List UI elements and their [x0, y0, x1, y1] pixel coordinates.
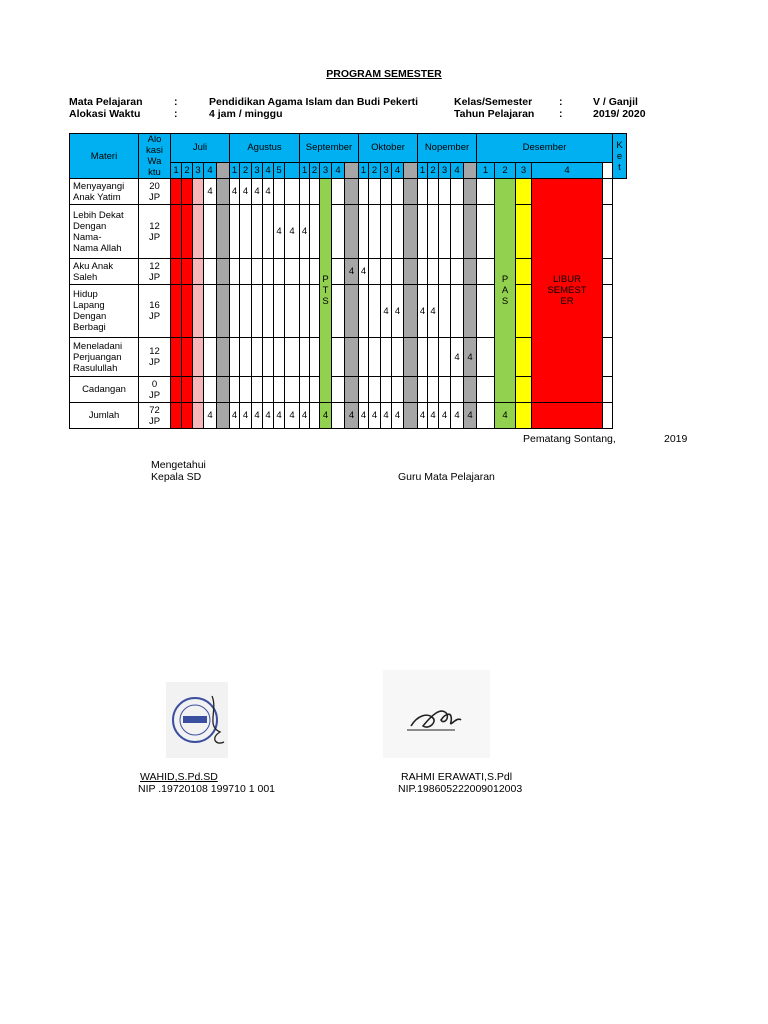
cell-week — [300, 285, 310, 338]
cell-week — [310, 259, 320, 285]
cell-week — [182, 338, 193, 377]
cell-alokasi: 16 JP — [139, 285, 171, 338]
cell-week — [204, 285, 217, 338]
cell-week — [359, 285, 369, 338]
cell-week: 4 — [464, 403, 477, 429]
cell-week: 4 — [381, 285, 392, 338]
cell-week — [204, 377, 217, 403]
cell-ket — [603, 285, 613, 338]
document-title: PROGRAM SEMESTER — [326, 68, 442, 80]
mapel-colon: : — [174, 96, 178, 108]
cell-week — [392, 179, 404, 205]
cell-week — [310, 338, 320, 377]
header-month-nopember: Nopember — [418, 134, 477, 163]
mengetahui-label: Mengetahui — [151, 459, 206, 471]
cell-week — [217, 259, 230, 285]
cell-week — [171, 205, 182, 259]
header-week: 5 — [274, 162, 285, 178]
cell-week — [252, 285, 263, 338]
cell-week: 4 — [359, 403, 369, 429]
school-stamp-icon — [166, 682, 228, 758]
cell-week — [516, 285, 532, 338]
cell-week — [439, 285, 451, 338]
cell-week — [451, 377, 464, 403]
cell-week — [451, 285, 464, 338]
cell-week — [428, 259, 439, 285]
cell-week: 4 — [204, 403, 217, 429]
cell-ket — [603, 377, 613, 403]
cell-week — [404, 285, 418, 338]
cell-materi: Cadangan — [70, 377, 139, 403]
cell-week — [252, 377, 263, 403]
cell-week: 4 — [230, 179, 240, 205]
table-row — [70, 403, 627, 429]
cell-week — [252, 338, 263, 377]
cell-week — [310, 403, 320, 429]
cell-week — [345, 377, 359, 403]
header-week: 4 — [204, 162, 217, 178]
cell-week — [345, 179, 359, 205]
cell-week — [516, 338, 532, 377]
cell-week — [193, 179, 204, 205]
cell-week — [369, 338, 381, 377]
cell-materi: Aku Anak Saleh — [70, 259, 139, 285]
cell-week — [274, 179, 285, 205]
cell-week — [182, 205, 193, 259]
header-month-juli: Juli — [171, 134, 230, 163]
cell-week — [477, 338, 495, 377]
cell-week — [345, 285, 359, 338]
cell-ket — [603, 205, 613, 259]
cell-week — [439, 338, 451, 377]
signature-icon — [383, 670, 490, 758]
cell-week — [300, 259, 310, 285]
cell-week — [240, 259, 252, 285]
cell-week — [332, 377, 345, 403]
header-week: 3 — [320, 162, 332, 178]
cell-week — [369, 259, 381, 285]
cell-week — [404, 403, 418, 429]
header-week: 1 — [230, 162, 240, 178]
nip-left: NIP .19720108 199710 1 001 — [138, 783, 276, 795]
header-week: 3 — [381, 162, 392, 178]
cell-week — [381, 259, 392, 285]
cell-week — [285, 377, 300, 403]
cell-week: 4 — [392, 403, 404, 429]
cell-week — [404, 179, 418, 205]
header-separator — [345, 162, 359, 178]
alokasi-colon: : — [174, 108, 178, 120]
cell-week: 4 — [392, 285, 404, 338]
cell-alokasi: 12 JP — [139, 259, 171, 285]
cell-week — [451, 179, 464, 205]
header-month-oktober: Oktober — [359, 134, 418, 163]
kelas-label: Kelas/Semester — [454, 96, 533, 108]
cell-week: 4 — [451, 403, 464, 429]
cell-week — [217, 403, 230, 429]
cell-week — [418, 377, 428, 403]
cell-week — [332, 205, 345, 259]
cell-week — [381, 377, 392, 403]
cell-week — [193, 259, 204, 285]
cell-week — [240, 205, 252, 259]
cell-ket — [603, 259, 613, 285]
cell-week — [193, 338, 204, 377]
cell-week: 4 — [428, 285, 439, 338]
header-month-agustus: Agustus — [230, 134, 300, 163]
cell-week — [418, 179, 428, 205]
cell-week — [428, 338, 439, 377]
name-left: WAHID,S.Pd.SD — [140, 771, 218, 783]
cell-week — [477, 179, 495, 205]
header-separator — [404, 162, 418, 178]
alokasi-value: 4 jam / minggu — [209, 108, 283, 120]
cell-week — [392, 259, 404, 285]
header-week: 1 — [418, 162, 428, 178]
header-week: 1 — [300, 162, 310, 178]
header-week: 1 — [359, 162, 369, 178]
cell-week — [404, 205, 418, 259]
cell-week — [477, 403, 495, 429]
cell-week: 4 — [240, 403, 252, 429]
cell-week — [516, 205, 532, 259]
cell-week — [369, 377, 381, 403]
cell-week — [182, 179, 193, 205]
pas-marker: P A S — [495, 179, 516, 403]
cell-week: 4 — [285, 403, 300, 429]
cell-week — [182, 285, 193, 338]
header-week: 3 — [516, 162, 532, 178]
cell-week — [516, 403, 532, 429]
cell-week: 4 — [320, 403, 332, 429]
cell-week — [418, 259, 428, 285]
cell-week — [477, 285, 495, 338]
cell-materi: Jumlah — [70, 403, 139, 429]
cell-week — [300, 377, 310, 403]
cell-week — [263, 205, 274, 259]
cell-week — [263, 338, 274, 377]
cell-week — [439, 259, 451, 285]
cell-week: 4 — [300, 205, 310, 259]
cell-week — [217, 179, 230, 205]
cell-week — [217, 285, 230, 338]
header-month-desember: Desember — [477, 134, 613, 163]
cell-week — [300, 179, 310, 205]
cell-week — [428, 179, 439, 205]
cell-week — [274, 338, 285, 377]
cell-alokasi: 20 JP — [139, 179, 171, 205]
header-week: 4 — [451, 162, 464, 178]
cell-week — [439, 377, 451, 403]
cell-week: 4 — [300, 403, 310, 429]
cell-alokasi: 72 JP — [139, 403, 171, 429]
cell-week — [418, 338, 428, 377]
cell-week — [464, 179, 477, 205]
kelas-value: V / Ganjil — [593, 96, 638, 108]
cell-week — [204, 205, 217, 259]
cell-week — [439, 205, 451, 259]
cell-week — [439, 179, 451, 205]
cell-week — [204, 259, 217, 285]
tahun-colon: : — [559, 108, 563, 120]
header-week: 4 — [263, 162, 274, 178]
cell-week — [516, 259, 532, 285]
cell-week — [240, 285, 252, 338]
cell-week — [369, 205, 381, 259]
cell-ket — [603, 338, 613, 377]
header-materi: Materi — [70, 134, 139, 179]
cell-week — [359, 377, 369, 403]
cell-week: 4 — [204, 179, 217, 205]
cell-week — [464, 377, 477, 403]
cell-week — [404, 338, 418, 377]
cell-week — [193, 285, 204, 338]
header-separator — [464, 162, 477, 178]
cell-week — [477, 377, 495, 403]
cell-week: 4 — [252, 179, 263, 205]
cell-week — [240, 377, 252, 403]
cell-week: 4 — [263, 179, 274, 205]
cell-week — [516, 377, 532, 403]
cell-week — [274, 285, 285, 338]
alokasi-label: Alokasi Waktu — [69, 108, 141, 120]
cell-week — [204, 338, 217, 377]
cell-week — [392, 338, 404, 377]
cell-week — [464, 259, 477, 285]
cell-week — [285, 285, 300, 338]
cell-week — [345, 338, 359, 377]
cell-week: 4 — [418, 285, 428, 338]
cell-week: 4 — [263, 403, 274, 429]
header-week: 3 — [193, 162, 204, 178]
header-week: 3 — [252, 162, 263, 178]
cell-week — [230, 259, 240, 285]
semester-program-table — [69, 133, 627, 429]
cell-week — [285, 259, 300, 285]
kepala-label: Kepala SD — [151, 471, 202, 483]
cell-week — [381, 205, 392, 259]
tahun-value: 2019/ 2020 — [593, 108, 646, 120]
cell-week: 4 — [369, 403, 381, 429]
cell-week — [285, 338, 300, 377]
cell-week — [332, 285, 345, 338]
cell-week — [217, 338, 230, 377]
header-ket: K e t — [613, 134, 627, 179]
header-week: 2 — [369, 162, 381, 178]
cell-week — [369, 285, 381, 338]
cell-week — [404, 259, 418, 285]
cell-week — [193, 403, 204, 429]
cell-week — [359, 179, 369, 205]
cell-week — [359, 338, 369, 377]
cell-week — [428, 377, 439, 403]
cell-materi: Hidup Lapang Dengan Berbagi — [70, 285, 139, 338]
cell-week: 4 — [439, 403, 451, 429]
cell-week: 4 — [418, 403, 428, 429]
cell-week: 4 — [359, 259, 369, 285]
cell-week — [359, 205, 369, 259]
cell-ket — [603, 179, 613, 205]
cell-week — [217, 205, 230, 259]
cell-week: 4 — [240, 179, 252, 205]
cell-week — [310, 179, 320, 205]
header-week: 3 — [439, 162, 451, 178]
header-week: 4 — [532, 162, 603, 178]
header-week: 2 — [182, 162, 193, 178]
footer-place: Pematang Sontang, — [523, 433, 616, 445]
cell-week — [516, 179, 532, 205]
cell-alokasi: 12 JP — [139, 205, 171, 259]
cell-week — [263, 285, 274, 338]
cell-week — [274, 259, 285, 285]
cell-week — [182, 377, 193, 403]
cell-week — [285, 179, 300, 205]
cell-alokasi: 0 JP — [139, 377, 171, 403]
mapel-value: Pendidikan Agama Islam dan Budi Pekerti — [209, 96, 419, 108]
cell-week — [217, 377, 230, 403]
header-week: 4 — [392, 162, 404, 178]
header-alokasi: Alo kasi Wa ktu — [139, 134, 171, 179]
name-right: RAHMI ERAWATI,S.Pdl — [401, 771, 513, 783]
cell-materi: Meneladani Perjuangan Rasulullah — [70, 338, 139, 377]
cell-week — [263, 377, 274, 403]
cell-week — [369, 179, 381, 205]
cell-week: 4 — [285, 205, 300, 259]
cell-week: 4 — [252, 403, 263, 429]
cell-week — [230, 377, 240, 403]
cell-week — [300, 338, 310, 377]
cell-week: 4 — [451, 338, 464, 377]
cell-week — [477, 205, 495, 259]
cell-week: 4 — [428, 403, 439, 429]
header-week: 4 — [332, 162, 345, 178]
cell-week — [274, 377, 285, 403]
header-month-september: September — [300, 134, 359, 163]
cell-week — [182, 259, 193, 285]
cell-week — [310, 205, 320, 259]
cell-week — [532, 403, 603, 429]
cell-week: 4 — [464, 338, 477, 377]
cell-week — [171, 377, 182, 403]
cell-week — [332, 259, 345, 285]
cell-ket — [603, 403, 613, 429]
tahun-label: Tahun Pelajaran — [454, 108, 535, 120]
cell-week — [332, 179, 345, 205]
guru-label: Guru Mata Pelajaran — [398, 471, 495, 483]
cell-week — [464, 285, 477, 338]
cell-week — [381, 338, 392, 377]
cell-week — [252, 259, 263, 285]
cell-week — [428, 205, 439, 259]
cell-alokasi: 12 JP — [139, 338, 171, 377]
cell-week — [230, 205, 240, 259]
cell-week — [171, 259, 182, 285]
header-week: 1 — [477, 162, 495, 178]
cell-week: 4 — [495, 403, 516, 429]
header-separator — [285, 162, 300, 178]
cell-week — [418, 205, 428, 259]
cell-week — [392, 377, 404, 403]
header-week: 2 — [310, 162, 320, 178]
cell-week — [171, 285, 182, 338]
cell-week: 4 — [345, 259, 359, 285]
mapel-label: Mata Pelajaran — [69, 96, 143, 108]
cell-week — [230, 285, 240, 338]
cell-materi: Menyayangi Anak Yatim — [70, 179, 139, 205]
cell-week: 4 — [274, 205, 285, 259]
header-week: 2 — [428, 162, 439, 178]
footer-year: 2019 — [664, 433, 688, 445]
cell-week — [252, 205, 263, 259]
cell-week — [171, 179, 182, 205]
pts-marker: P T S — [320, 179, 332, 403]
libur-semester-block: LIBUR SEMEST ER — [532, 179, 603, 403]
cell-week: 4 — [230, 403, 240, 429]
table-row — [70, 179, 627, 205]
cell-week — [230, 338, 240, 377]
header-week: 1 — [171, 162, 182, 178]
cell-week — [477, 259, 495, 285]
header-separator — [217, 162, 230, 178]
cell-week — [193, 377, 204, 403]
cell-week — [310, 377, 320, 403]
cell-week — [263, 259, 274, 285]
cell-week — [171, 338, 182, 377]
cell-week — [240, 338, 252, 377]
cell-materi: Lebih Dekat Dengan Nama- Nama Allah — [70, 205, 139, 259]
cell-week — [171, 403, 182, 429]
cell-week — [464, 205, 477, 259]
cell-week: 4 — [381, 403, 392, 429]
cell-week — [182, 403, 193, 429]
cell-week — [345, 205, 359, 259]
cell-week — [451, 205, 464, 259]
cell-week — [381, 179, 392, 205]
cell-week — [451, 259, 464, 285]
header-week: 2 — [240, 162, 252, 178]
cell-week — [332, 338, 345, 377]
header-week: 2 — [495, 162, 516, 178]
cell-week — [310, 285, 320, 338]
cell-week — [332, 403, 345, 429]
cell-week — [404, 377, 418, 403]
cell-week — [392, 205, 404, 259]
cell-week — [193, 205, 204, 259]
cell-week: 4 — [274, 403, 285, 429]
nip-right: NIP.198605222009012003 — [398, 783, 523, 795]
cell-week: 4 — [345, 403, 359, 429]
kelas-colon: : — [559, 96, 563, 108]
